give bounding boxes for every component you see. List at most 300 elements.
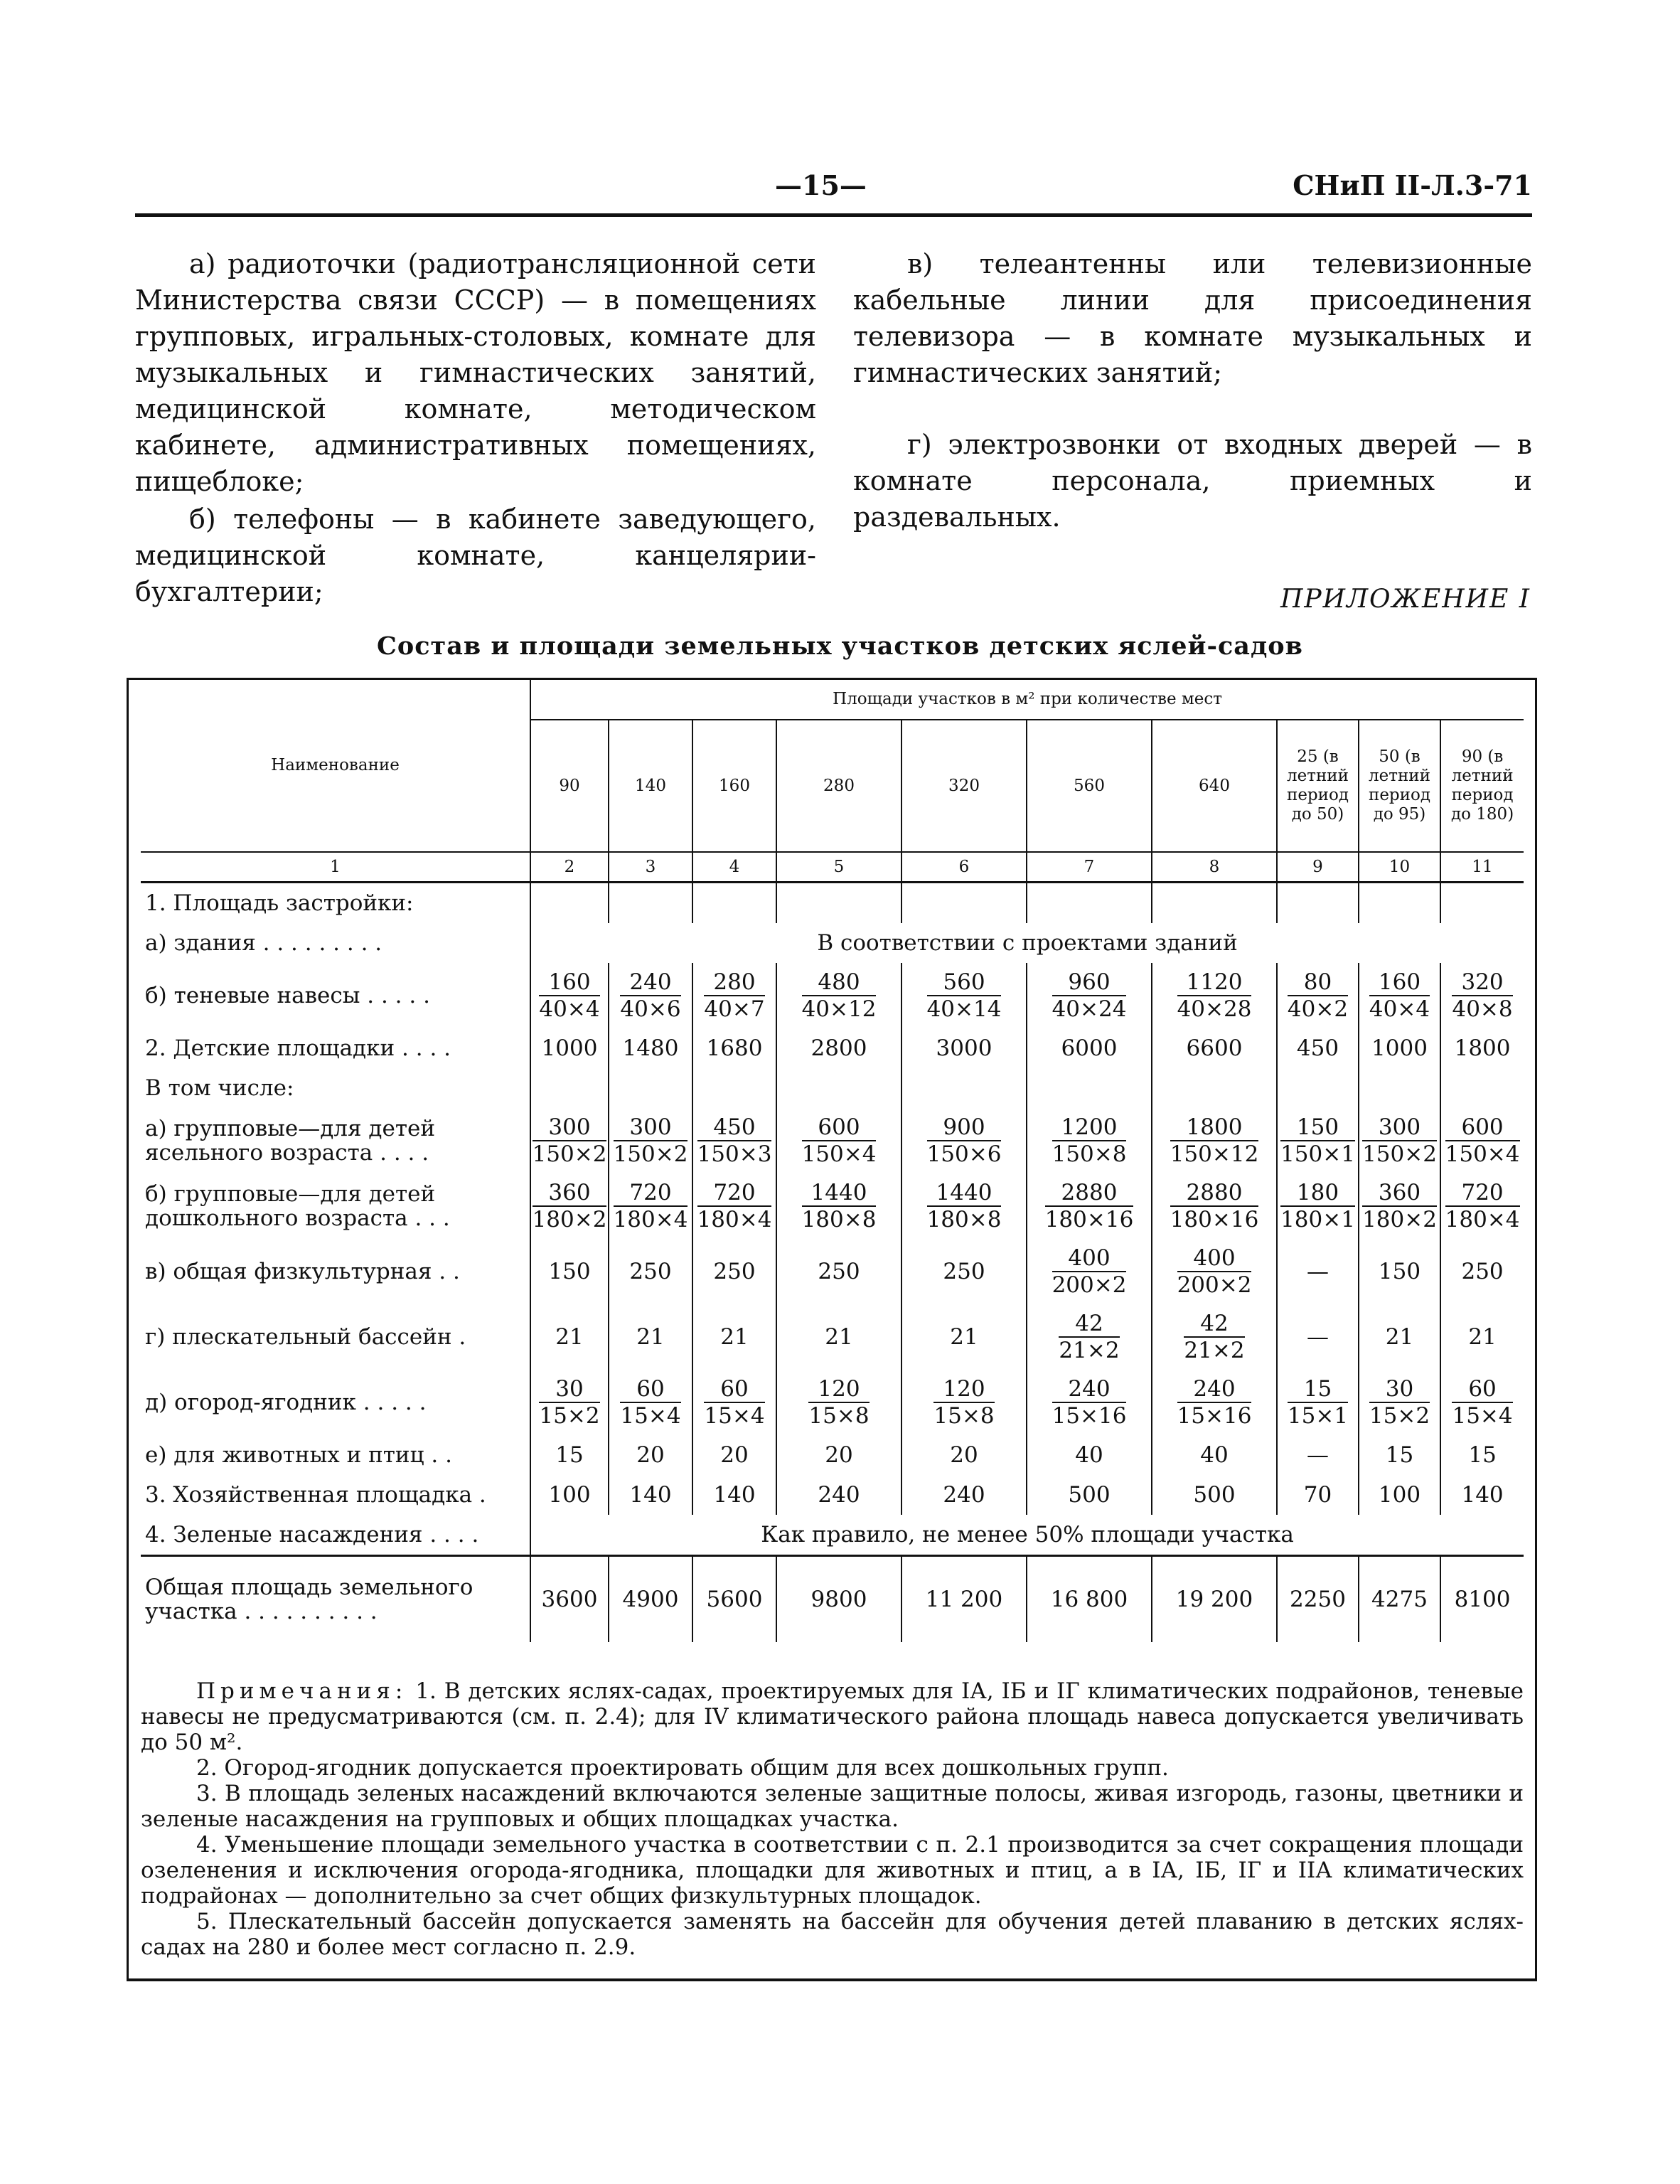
table-cell (609, 1239, 692, 1304)
numerator: 400 (1177, 1245, 1252, 1272)
numerator: 120 (933, 1376, 994, 1403)
numerator: 240 (1177, 1376, 1252, 1403)
table-cell (1359, 1304, 1440, 1370)
paragraph: а) радиоточки (радиотрансляционной сети Министерства связи СССР) — в помещениях групповых, игральных-столовых, комнате для музыкальных и гимнастических занятий, медицинской комнате, методическом кабинете, административных помещениях, пищеблоке; (135, 248, 816, 497)
cell-value: 20 (720, 1442, 749, 1468)
numerator: 1200 (1052, 1114, 1127, 1141)
denominator: 150×2 (1362, 1141, 1437, 1167)
fraction (697, 1180, 772, 1232)
fraction (927, 969, 1002, 1022)
fraction (802, 969, 877, 1022)
table-title: Состав и площади земельных участков детских яслей-садов (377, 632, 1303, 661)
row-name: 2. Детские площадки . . . . (141, 1028, 530, 1068)
header-places: 640 (1152, 720, 1277, 852)
denominator: 40×28 (1177, 996, 1252, 1022)
numerator: 120 (808, 1376, 869, 1403)
numerator: 300 (533, 1114, 607, 1141)
note (141, 1909, 1524, 1960)
table-cell (530, 1304, 609, 1370)
note (141, 1755, 1524, 1781)
header-rule (135, 213, 1532, 217)
note-text: 5. Плескательный бассейн допускается заменять на бассейн для обучения детей плаванию в детских яслях-садах на 280 и более мест согласно п. 2.9. (141, 1909, 1524, 1960)
denominator: 15×2 (539, 1403, 600, 1429)
empty-cell (1359, 1068, 1440, 1108)
table-cell (609, 1108, 692, 1173)
denominator: 180×4 (697, 1207, 772, 1232)
paragraph: в) телеантенны или телевизионные кабельные линии для присоединения телевизора — в комнате музыкальных и гимнастических занятий; (853, 248, 1532, 388)
fraction (1280, 1180, 1355, 1232)
denominator: 40×4 (1369, 996, 1430, 1022)
cell-value: 21 (950, 1324, 978, 1350)
fraction (1280, 1114, 1355, 1167)
table-cell (1440, 1370, 1524, 1435)
empty-cell (776, 1068, 901, 1108)
table-cell (692, 963, 776, 1028)
cell-value: 140 (713, 1482, 756, 1508)
table-cell (776, 1028, 901, 1068)
cell-value: 500 (1068, 1482, 1111, 1508)
denominator: 15×2 (1369, 1403, 1430, 1429)
table-cell (1359, 1435, 1440, 1475)
denominator: 150×1 (1280, 1141, 1355, 1167)
empty-cell (692, 883, 776, 924)
empty-cell (1152, 1068, 1277, 1108)
numerator: 1120 (1177, 969, 1252, 996)
table-row (141, 1475, 1524, 1515)
table-cell (776, 1239, 901, 1304)
numerator: 240 (620, 969, 680, 996)
cell-value: 21 (1385, 1324, 1414, 1350)
denominator: 180×1 (1280, 1207, 1355, 1232)
denominator: 150×12 (1170, 1141, 1259, 1167)
numerator: 80 (1288, 969, 1348, 996)
numerator: 480 (802, 969, 877, 996)
table-cell (776, 1435, 901, 1475)
table-cell (530, 1435, 609, 1475)
numerator: 60 (704, 1376, 764, 1403)
table-cell (1027, 1370, 1152, 1435)
table-row (141, 1515, 1524, 1556)
column-number: 7 (1027, 852, 1152, 883)
denominator: 150×3 (697, 1141, 772, 1167)
numerator: 30 (1369, 1376, 1430, 1403)
header-places: 25 (в летний период до 50) (1277, 720, 1359, 852)
fraction (1362, 1180, 1437, 1232)
table-cell (1440, 1304, 1524, 1370)
table-cell (609, 963, 692, 1028)
fraction (1052, 1376, 1127, 1429)
numerator: 600 (1445, 1114, 1520, 1141)
table-cell (692, 1028, 776, 1068)
row-name: в) общая физкультурная . . (141, 1239, 530, 1304)
cell-value: 250 (1461, 1259, 1504, 1284)
table-cell (1359, 1028, 1440, 1068)
cell-value: 15 (1468, 1442, 1497, 1468)
merged-value: В соответствии с проектами зданий (817, 930, 1238, 956)
denominator: 15×4 (620, 1403, 681, 1429)
fraction (1184, 1311, 1244, 1363)
cell-value: 1480 (622, 1035, 679, 1061)
fraction (614, 1180, 688, 1232)
empty-cell (1359, 883, 1440, 924)
table-cell (901, 1239, 1027, 1304)
numerator: 42 (1184, 1311, 1244, 1338)
table-cell (1152, 963, 1277, 1028)
cell-value: 2800 (810, 1035, 867, 1061)
denominator: 15×4 (704, 1403, 765, 1429)
denominator: 21×2 (1184, 1338, 1245, 1363)
denominator: 150×2 (613, 1141, 688, 1167)
denominator: 180×4 (613, 1207, 688, 1232)
denominator: 200×2 (1177, 1272, 1252, 1298)
denominator: 180×2 (1362, 1207, 1437, 1232)
fraction (1445, 1114, 1520, 1167)
total-name: Общая площадь земельного участка . . . . . . . . . . (141, 1556, 530, 1643)
empty-cell (1440, 883, 1524, 924)
table-cell (609, 1435, 692, 1475)
fraction (1288, 969, 1348, 1022)
numerator: 15 (1288, 1376, 1348, 1403)
empty-cell (776, 883, 901, 924)
cell-value: 21 (555, 1324, 584, 1350)
table-cell (530, 1173, 609, 1239)
table-cell (776, 963, 901, 1028)
table-cell (1152, 1028, 1277, 1068)
table-cell (1440, 1108, 1524, 1173)
fraction (704, 1376, 764, 1429)
fraction (1445, 1180, 1520, 1232)
denominator: 150×8 (1052, 1141, 1127, 1167)
row-name: д) огород-ягодник . . . . . (141, 1370, 530, 1435)
table-cell (1359, 1108, 1440, 1173)
column-number: 9 (1277, 852, 1359, 883)
header-places: 140 (609, 720, 692, 852)
numerator: 360 (533, 1180, 607, 1207)
cell-value: 1680 (706, 1035, 763, 1061)
table-cell (692, 1108, 776, 1173)
table-cell (901, 1435, 1027, 1475)
table-cell (1027, 963, 1152, 1028)
fraction (539, 969, 599, 1022)
note-text: 2. Огород-ягодник допускается проектировать общим для всех дошкольных групп. (196, 1755, 1169, 1781)
empty-cell (530, 883, 609, 924)
denominator: 15×16 (1177, 1403, 1252, 1429)
total-value: 19 200 (1152, 1556, 1277, 1643)
header-group: Площади участков в м² при количестве мест (833, 689, 1223, 708)
row-name: В том числе: (141, 1068, 530, 1108)
table-cell (776, 1475, 901, 1515)
table-cell (1152, 1239, 1277, 1304)
table-cell (1359, 963, 1440, 1028)
table-cell (1027, 1173, 1152, 1239)
table-cell (609, 1304, 692, 1370)
appendix-label: ПРИЛОЖЕНИЕ I (1280, 585, 1531, 614)
cell-value: 140 (1461, 1482, 1504, 1508)
cell-value: 1000 (541, 1035, 598, 1061)
column-number: 6 (901, 852, 1027, 883)
numerator: 160 (1369, 969, 1430, 996)
column-number: 3 (609, 852, 692, 883)
table-cell (776, 1108, 901, 1173)
table-cell (1277, 1304, 1359, 1370)
cell-value: 150 (548, 1259, 591, 1284)
header-places: 560 (1027, 720, 1152, 852)
cell-value: 100 (548, 1482, 591, 1508)
row-name: 3. Хозяйственная площадка . (141, 1475, 530, 1515)
denominator: 180×16 (1044, 1207, 1134, 1232)
table-cell (692, 1173, 776, 1239)
numerator: 1440 (802, 1180, 877, 1207)
cell-value: 140 (629, 1482, 672, 1508)
table-cell (1277, 963, 1359, 1028)
table-cell (901, 963, 1027, 1028)
cell-value: 40 (1075, 1442, 1103, 1468)
cell-value: 21 (1468, 1324, 1497, 1350)
table-cell (530, 1370, 609, 1435)
fraction (533, 1180, 607, 1232)
total-value: 4275 (1359, 1556, 1440, 1643)
table-cell (1440, 1173, 1524, 1239)
numerator: 720 (614, 1180, 688, 1207)
fraction (1170, 1180, 1259, 1232)
fraction (539, 1376, 599, 1429)
table-cell (776, 1304, 901, 1370)
note-text: 3. В площадь зеленых насаждений включаются зеленые защитные полосы, живая изгородь, газоны, цветники и зеленые насаждения на групповых и общих площадках участка. (141, 1781, 1524, 1832)
column-number: 2 (530, 852, 609, 883)
total-value: 4900 (609, 1556, 692, 1643)
notes-block (141, 1678, 1524, 1960)
numerator: 720 (697, 1180, 772, 1207)
cell-value: 20 (636, 1442, 665, 1468)
table-cell (1359, 1173, 1440, 1239)
numerator: 300 (614, 1114, 688, 1141)
fraction (704, 969, 764, 1022)
table-cell (530, 1475, 609, 1515)
fraction (802, 1114, 877, 1167)
table-cell (1359, 1475, 1440, 1515)
cell-value: 450 (1296, 1035, 1339, 1061)
table-cell (901, 1028, 1027, 1068)
numerator: 280 (704, 969, 764, 996)
total-value: 8100 (1440, 1556, 1524, 1643)
table-cell (609, 1028, 692, 1068)
denominator: 150×4 (1445, 1141, 1520, 1167)
row-name: а) групповые—для детей ясельного возраста . . . . (141, 1108, 530, 1173)
table-cell (776, 1370, 901, 1435)
table-cell (776, 1173, 901, 1239)
table-cell (692, 1370, 776, 1435)
document-code: СНиП II-Л.3-71 (1293, 169, 1532, 201)
cell-value: 240 (818, 1482, 860, 1508)
table-cell (1277, 1108, 1359, 1173)
note (141, 1832, 1524, 1909)
total-value: 5600 (692, 1556, 776, 1643)
cell-value: 6600 (1186, 1035, 1243, 1061)
row-name: б) теневые навесы . . . . . (141, 963, 530, 1028)
table-cell (692, 1239, 776, 1304)
table-cell (1027, 1475, 1152, 1515)
numerator: 720 (1445, 1180, 1520, 1207)
table-row (141, 1173, 1524, 1239)
denominator: 21×2 (1059, 1338, 1120, 1363)
table-cell (901, 1108, 1027, 1173)
fraction (620, 1376, 680, 1429)
fraction (1177, 1245, 1252, 1298)
denominator: 40×14 (926, 996, 1002, 1022)
table-cell (1027, 1028, 1152, 1068)
cell-value: — (1307, 1259, 1329, 1284)
fraction (1177, 969, 1252, 1022)
empty-cell (901, 883, 1027, 924)
empty-cell (901, 1068, 1027, 1108)
numerator: 160 (539, 969, 599, 996)
fraction (1052, 969, 1127, 1022)
table-cell (1440, 1028, 1524, 1068)
numerator: 30 (539, 1376, 599, 1403)
fraction (1288, 1376, 1348, 1429)
table-cell (1027, 1435, 1152, 1475)
row-name: 4. Зеленые насаждения . . . . (141, 1515, 530, 1556)
cell-value: — (1307, 1324, 1329, 1350)
cell-value: 21 (636, 1324, 665, 1350)
page-number: —15— (775, 169, 867, 201)
denominator: 40×7 (704, 996, 765, 1022)
fraction (1177, 1376, 1252, 1429)
cell-value: 500 (1193, 1482, 1236, 1508)
cell-value: 20 (825, 1442, 853, 1468)
numerator: 360 (1362, 1180, 1437, 1207)
table-cell (692, 1475, 776, 1515)
fraction (1045, 1180, 1134, 1232)
table-cell (1152, 1475, 1277, 1515)
table-row (141, 1370, 1524, 1435)
header-places: 320 (901, 720, 1027, 852)
fraction (614, 1114, 688, 1167)
total-row (141, 1556, 1524, 1643)
table-cell (1359, 1239, 1440, 1304)
table-cell (692, 1435, 776, 1475)
denominator: 180×8 (926, 1207, 1002, 1232)
merged-value: Как правило, не менее 50% площади участка (761, 1522, 1294, 1548)
fraction (1170, 1114, 1259, 1167)
cell-value: 250 (713, 1259, 756, 1284)
empty-cell (1027, 1068, 1152, 1108)
numerator: 60 (1452, 1376, 1512, 1403)
cell-value: — (1307, 1442, 1329, 1468)
denominator: 40×12 (801, 996, 877, 1022)
table-cell (1027, 1239, 1152, 1304)
table-row (141, 1304, 1524, 1370)
land-plots-table (141, 679, 1524, 1642)
table-cell (1152, 1108, 1277, 1173)
denominator: 180×2 (532, 1207, 607, 1232)
numerator: 300 (1362, 1114, 1437, 1141)
numerator: 560 (927, 969, 1002, 996)
column-number: 4 (692, 852, 776, 883)
denominator: 150×2 (532, 1141, 607, 1167)
table-cell (901, 1475, 1027, 1515)
denominator: 40×4 (539, 996, 600, 1022)
empty-cell (609, 883, 692, 924)
numerator: 600 (802, 1114, 877, 1141)
column-number: 1 (141, 852, 530, 883)
table-cell (609, 1370, 692, 1435)
bottom-rule (127, 1978, 1535, 1981)
numerator: 2880 (1170, 1180, 1259, 1207)
fraction (802, 1180, 877, 1232)
table-cell (530, 1028, 609, 1068)
table-cell (1152, 1304, 1277, 1370)
table-cell (1440, 963, 1524, 1028)
fraction (620, 969, 680, 1022)
table-cell (901, 1173, 1027, 1239)
empty-cell (609, 1068, 692, 1108)
right-column (853, 246, 1532, 571)
left-column (135, 246, 816, 612)
fraction (927, 1114, 1002, 1167)
table-cell (901, 1370, 1027, 1435)
note-text: 4. Уменьшение площади земельного участка в соответствии с п. 2.1 производится за счет сокращения площади озеленения и исключения огорода-ягодника, площадки для животных и птиц, а в IА, IБ, IГ и IIА климатических подрайонах — дополнительно за счет общих физкультурных площадок. (141, 1832, 1524, 1909)
denominator: 15×8 (808, 1403, 870, 1429)
header-places: 160 (692, 720, 776, 852)
table-row (141, 923, 1524, 963)
cell-value: 250 (943, 1259, 985, 1284)
numerator: 400 (1052, 1245, 1127, 1272)
column-number: 8 (1152, 852, 1277, 883)
table-row (141, 883, 1524, 924)
table-cell (1277, 1239, 1359, 1304)
denominator: 150×6 (926, 1141, 1002, 1167)
table-cell (530, 1239, 609, 1304)
cell-value: 20 (950, 1442, 978, 1468)
cell-value: 15 (1385, 1442, 1414, 1468)
cell-value: 1800 (1454, 1035, 1511, 1061)
fraction (1059, 1311, 1119, 1363)
cell-value: 250 (629, 1259, 672, 1284)
empty-cell (1027, 883, 1152, 924)
denominator: 150×4 (801, 1141, 877, 1167)
table-cell (1277, 1435, 1359, 1475)
total-value: 3600 (530, 1556, 609, 1643)
row-name: г) плескательный бассейн . (141, 1304, 530, 1370)
denominator: 15×16 (1052, 1403, 1127, 1429)
table-cell (1277, 1028, 1359, 1068)
table-cell (1277, 1475, 1359, 1515)
numerator: 60 (620, 1376, 680, 1403)
table-row (141, 1108, 1524, 1173)
cell-value: 250 (818, 1259, 860, 1284)
numerator: 2880 (1045, 1180, 1134, 1207)
empty-cell (1277, 883, 1359, 924)
cell-value: 6000 (1061, 1035, 1118, 1061)
table-row (141, 963, 1524, 1028)
fraction (697, 1114, 772, 1167)
denominator: 200×2 (1052, 1272, 1127, 1298)
row-name: е) для животных и птиц . . (141, 1435, 530, 1475)
empty-cell (1277, 1068, 1359, 1108)
fraction (1369, 1376, 1430, 1429)
header-places: 50 (в летний период до 95) (1359, 720, 1440, 852)
total-value: 16 800 (1027, 1556, 1152, 1643)
numerator: 240 (1052, 1376, 1127, 1403)
notes-label: Примечания: (196, 1678, 408, 1704)
denominator: 180×16 (1170, 1207, 1259, 1232)
denominator: 180×4 (1445, 1207, 1520, 1232)
empty-cell (1152, 883, 1277, 924)
cell-value: 150 (1378, 1259, 1421, 1284)
numerator: 960 (1052, 969, 1127, 996)
table-cell (1359, 1370, 1440, 1435)
